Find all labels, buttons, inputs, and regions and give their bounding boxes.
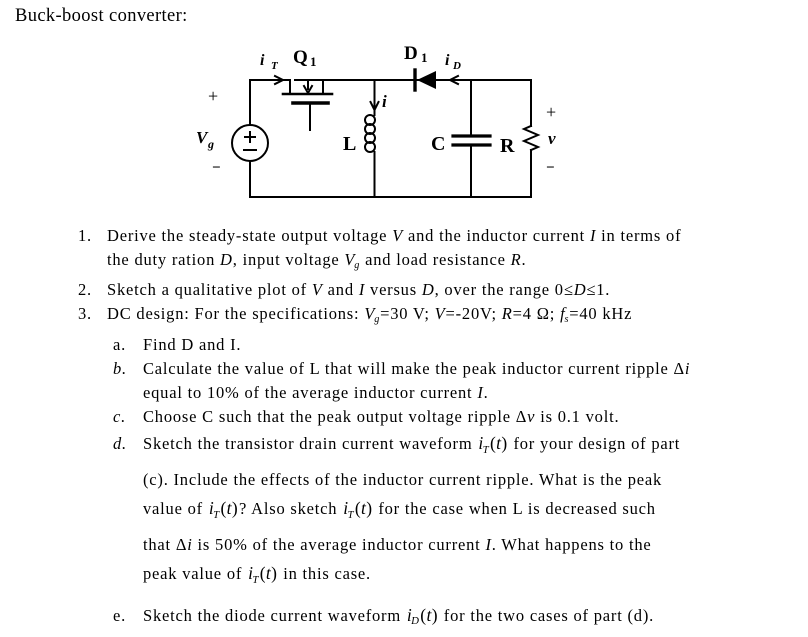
diode-current-label: i (445, 52, 450, 69)
capacitor-plates (453, 136, 490, 145)
transistor-label-subscript: 1 (310, 54, 317, 69)
list-marker: e. (113, 606, 127, 626)
text-run: s (564, 314, 570, 326)
text-run: Δ (175, 535, 188, 555)
problem-line-item-3d-cont4 (78, 559, 794, 595)
text-run: V (364, 304, 376, 324)
text-run: in this case. (278, 564, 371, 584)
text-run: value of (143, 499, 208, 519)
problem-line-item-3d-cont3 (78, 530, 794, 559)
text-run: I (477, 382, 484, 402)
text-run: Calculate the value of L that will make the peak inductor current ripple (143, 358, 674, 378)
problem-line-item-3d (78, 429, 794, 465)
inline-equation: $i_T(t)$ (208, 498, 239, 521)
text-run: g (354, 260, 361, 272)
list-marker: a. (113, 334, 127, 354)
text-run: ≤1. (586, 280, 611, 300)
inductor-current-label: i (382, 92, 387, 111)
problem-line-item-3d-cont1 (78, 465, 794, 494)
text-run: R (510, 250, 522, 270)
inline-equation: $i_T(t)$ (343, 498, 373, 521)
diode-label-subscript: 1 (421, 50, 428, 65)
text-run: f (560, 304, 566, 324)
text-run: I (589, 226, 597, 245)
text-run: . (483, 382, 489, 402)
text-run: Sketch the transistor drain current waveform (143, 434, 478, 454)
transistor-current-subscript: T (271, 60, 278, 72)
list-marker: d. (113, 434, 127, 454)
source-voltage-subscript: g (208, 137, 214, 151)
resistor-label: R (500, 135, 515, 157)
text-run: . (521, 250, 527, 270)
text-run: ? Also sketch (239, 499, 343, 519)
text-run: V (392, 226, 404, 245)
problem-line-item-3 (78, 302, 794, 332)
text-run: =4 Ω; (512, 304, 561, 324)
text-run: =40 kHz (569, 304, 633, 324)
diode-label: D (404, 43, 418, 64)
inductor-label: L (343, 133, 357, 155)
resistor-zigzag (524, 126, 538, 150)
text-run: =-20V; (445, 304, 502, 324)
text-run: =30 V; (380, 304, 435, 324)
text-run: peak value of (143, 564, 248, 584)
text-run: R (501, 304, 513, 324)
source-voltage-label: V (196, 128, 208, 147)
diode-triangle (417, 71, 436, 89)
text-run: Sketch a qualitative plot of (107, 280, 312, 300)
problem-line-item-3d-cont2 (78, 494, 794, 530)
problem-line-item-3a (78, 333, 794, 357)
text-run: . What happens to the (491, 535, 652, 555)
text-run: g (374, 314, 381, 326)
problem-list (78, 224, 794, 637)
text-run: in terms of (596, 226, 682, 245)
source-polarity-plus: + (208, 86, 219, 106)
text-run: DC design: For the specifications: (107, 304, 365, 324)
text-run: Choose C such that the peak output voltage ripple (143, 407, 516, 427)
text-run: is 0.1 volt. (535, 407, 620, 427)
text-run: , over the range 0≤ (434, 280, 574, 300)
transistor-current-label: i (260, 52, 265, 69)
page-title: Buck-boost converter: (15, 6, 188, 26)
text-run: i (684, 358, 691, 378)
problem-line-item-1 (78, 224, 794, 248)
inline-equation: $i_T(t)$ (478, 433, 508, 456)
source-polarity-minus: − (212, 160, 221, 176)
text-run: V (344, 250, 356, 270)
text-run: Sketch the diode current waveform (143, 606, 406, 626)
text-run: (c). Include the effects of the inductor current ripple. What is the peak (143, 470, 663, 489)
text-run: is 50% of the average inductor current (192, 535, 486, 555)
text-run: Δ (515, 407, 528, 427)
text-run: that (143, 535, 176, 555)
text-run: D (573, 280, 587, 300)
text-run: the duty ration (107, 250, 221, 270)
text-run: i (187, 535, 193, 555)
text-run: for the case when L is decreased such (373, 499, 656, 519)
inline-equation: $i_T(t)$ (248, 563, 278, 586)
inline-equation: $i_D(t)$ (406, 605, 438, 628)
text-run: Δ (673, 358, 685, 378)
problem-line-item-3c (78, 405, 794, 429)
text-run: for your design of part (508, 434, 681, 454)
capacitor-label: C (431, 133, 446, 155)
problem-line-item-3b (78, 357, 794, 381)
text-run: v (527, 407, 536, 427)
output-voltage-label: v (548, 129, 556, 148)
text-run: and (322, 280, 359, 300)
problem-line-item-3e (78, 601, 794, 637)
source-plus-icon (245, 132, 255, 142)
text-run: Find D and I. (143, 334, 242, 354)
list-marker: 2. (78, 280, 92, 300)
text-run: V (311, 280, 323, 300)
text-run: I (358, 280, 366, 300)
list-marker: c. (113, 407, 127, 427)
text-run: and the inductor current (403, 226, 590, 245)
text-run: D (220, 250, 233, 270)
text-run: D (421, 280, 435, 300)
mosfet-current-arrow-icon (304, 81, 312, 93)
circuit-diagram (190, 40, 590, 215)
text-run: I (485, 535, 492, 555)
problem-line-item-3b-cont (78, 381, 794, 405)
output-polarity-minus: − (546, 160, 555, 176)
diode-current-subscript: D (453, 60, 461, 72)
text-run: versus (365, 280, 422, 300)
list-marker: 3. (78, 304, 92, 324)
text-run: equal to 10% of the average inductor current (143, 382, 478, 402)
list-marker: b. (113, 358, 127, 378)
list-marker: 1. (78, 226, 92, 245)
text-run: for the two cases of part (d). (438, 606, 655, 626)
transistor-label: Q (293, 47, 308, 68)
text-run: , input voltage (232, 250, 345, 270)
text-run: V (434, 304, 446, 324)
problem-line-item-1-cont (78, 248, 794, 278)
text-run: and load resistance (360, 250, 511, 270)
output-polarity-plus: + (546, 102, 557, 122)
problem-line-item-2 (78, 278, 794, 302)
text-run: Derive the steady-state output voltage (107, 226, 393, 245)
